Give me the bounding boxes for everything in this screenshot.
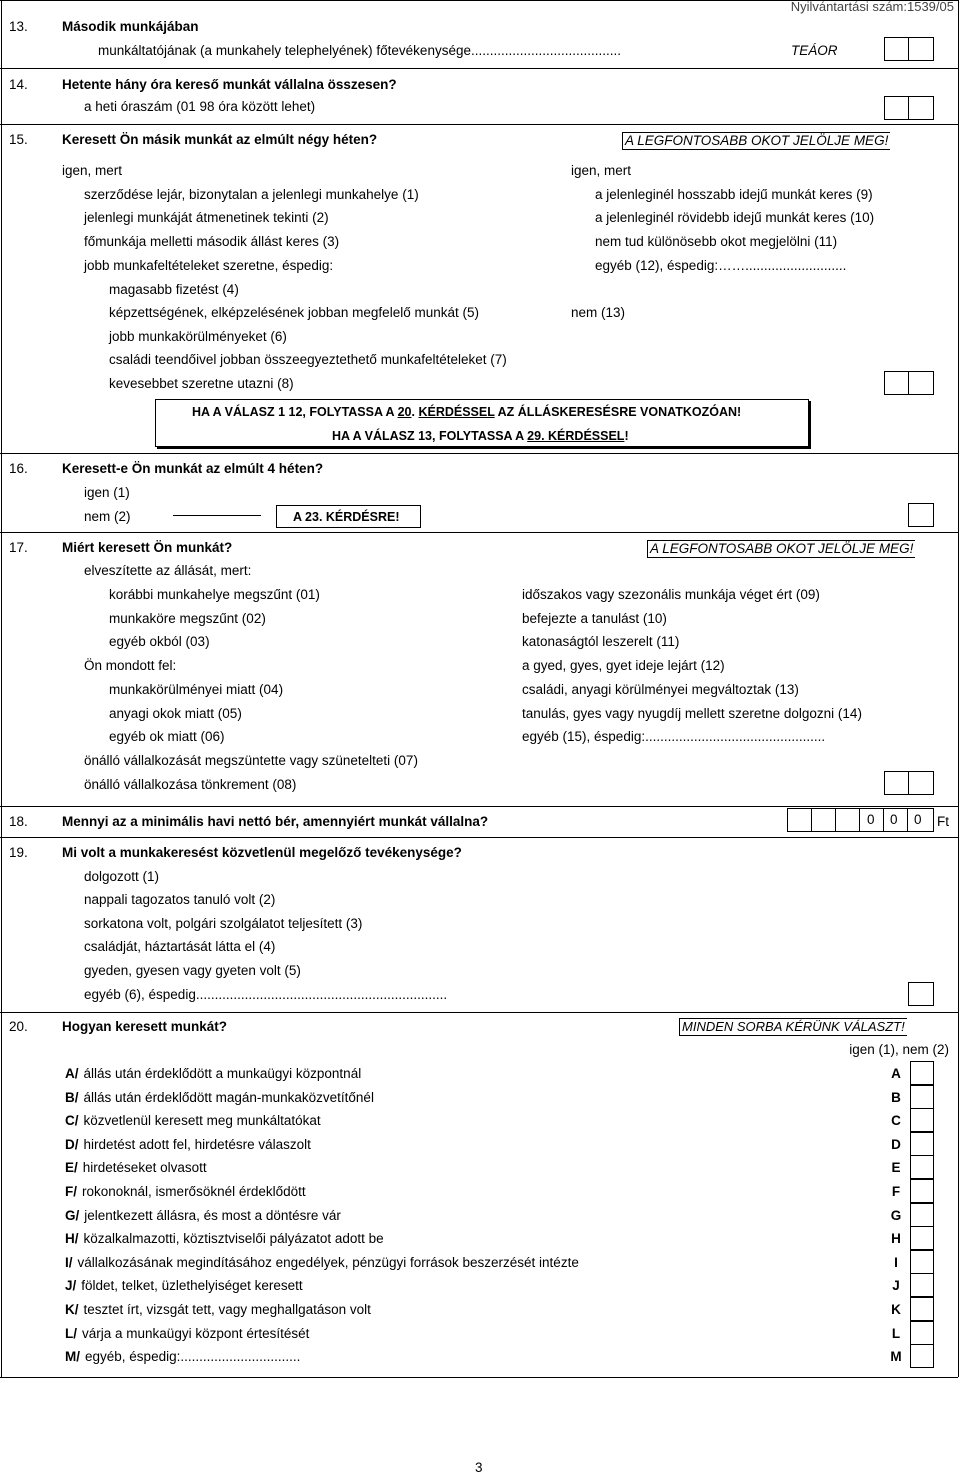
- q15-option-9[interactable]: a jelenleginél hosszabb idejű munkát keres (9): [595, 187, 873, 202]
- q15-option-4[interactable]: magasabb fizetést (4): [109, 282, 239, 297]
- q17-option-10[interactable]: befejezte a tanulást (10): [522, 611, 667, 626]
- q17-title: Miért keresett Ön munkát?: [62, 540, 233, 555]
- divider-14-15: [0, 124, 958, 125]
- q20-row-answer-box[interactable]: [910, 1179, 934, 1203]
- q20-row-label: I/ vállalkozásának megindításához engedélyek, pénzügyi források beszerzését intézte: [65, 1255, 579, 1270]
- q19-answer-box[interactable]: [908, 982, 934, 1006]
- q20-row-answer-box[interactable]: [910, 1297, 934, 1321]
- q17-option-05[interactable]: anyagi okok miatt (05): [109, 706, 242, 721]
- q13-answer-box[interactable]: [884, 37, 934, 61]
- q16-arrow-line: [173, 515, 261, 516]
- q18-digit-3: 0: [914, 812, 922, 827]
- q16-jump-label: A 23. KÉRDÉSRE!: [293, 510, 400, 524]
- q15-option-6[interactable]: jobb munkakörülményeket (6): [109, 329, 287, 344]
- frame-bottom-border: [0, 1377, 958, 1378]
- q17-option-03[interactable]: egyéb okból (03): [109, 634, 210, 649]
- q17-option-06[interactable]: egyéb ok miatt (06): [109, 729, 225, 744]
- q18-digit-1: 0: [867, 812, 875, 827]
- q17-instruction: A LEGFONTOSABB OKOT JELÖLJE MEG!: [647, 540, 915, 558]
- frame-left-border: [1, 0, 2, 1377]
- q14-title: Hetente hány óra kereső munkát vállalna összesen?: [62, 77, 397, 92]
- q20-legend: igen (1), nem (2): [849, 1042, 949, 1057]
- q20-row-letter: I: [894, 1255, 898, 1270]
- q18-number: 18.: [9, 814, 28, 829]
- q20-row-letter: A: [891, 1066, 901, 1081]
- q19-number: 19.: [9, 845, 28, 860]
- q19-option-1[interactable]: dolgozott (1): [84, 869, 160, 884]
- q20-row-answer-box[interactable]: [910, 1344, 934, 1368]
- q19-title: Mi volt a munkakeresést közvetlenül megelőző tevékenysége?: [62, 845, 462, 860]
- q16-option-no[interactable]: nem (2): [84, 509, 131, 524]
- q20-row-label: A/ állás után érdeklődött a munkaügyi központnál: [65, 1066, 362, 1081]
- page-number: 3: [475, 1460, 483, 1475]
- q20-row-answer-box[interactable]: [910, 1273, 934, 1297]
- q20-row-answer-box[interactable]: [910, 1155, 934, 1179]
- divider-19-20: [0, 1012, 958, 1013]
- q20-row-label: K/ tesztet írt, vizsgát tett, vagy meghallgatáson volt: [65, 1302, 371, 1317]
- q20-number: 20.: [9, 1019, 28, 1034]
- q19-option-5[interactable]: gyeden, gyesen vagy gyeten volt (5): [84, 963, 301, 978]
- q17-option-04[interactable]: munkakörülményei miatt (04): [109, 682, 284, 697]
- q17-option-08[interactable]: önálló vállalkozása tönkrement (08): [84, 777, 297, 792]
- q17-option-13[interactable]: családi, anyagi körülményei megváltoztak (13): [522, 682, 799, 697]
- q20-row-label: J/ földet, telket, üzlethelyiséget keresett: [65, 1278, 303, 1293]
- q13-title: Második munkájában: [62, 19, 199, 34]
- q20-row-label: L/ várja a munkaügyi központ értesítését: [65, 1326, 310, 1341]
- q20-row-letter: H: [891, 1231, 901, 1246]
- q15-left-head: igen, mert: [62, 163, 123, 178]
- q15-option-2[interactable]: jelenlegi munkáját átmenetinek tekinti (2): [84, 210, 329, 225]
- q16-answer-box[interactable]: [908, 503, 934, 527]
- q20-title: Hogyan keresett munkát?: [62, 1019, 228, 1034]
- q13-line: munkáltatójának (a munkahely telephelyének) főtevékenysége........................................: [98, 43, 622, 58]
- q15-right-head: igen, mert: [571, 163, 632, 178]
- q14-number: 14.: [9, 77, 28, 92]
- q20-row-answer-box[interactable]: [910, 1132, 934, 1156]
- q15-option-5[interactable]: képzettségének, elképzelésének jobban megfelelő munkát (5): [109, 305, 479, 320]
- q17-option-01[interactable]: korábbi munkahelye megszűnt (01): [109, 587, 320, 602]
- divider-18-19: [0, 837, 958, 838]
- q14-answer-box[interactable]: [884, 96, 934, 120]
- q15-option-8[interactable]: kevesebbet szeretne utazni (8): [109, 376, 294, 391]
- q20-row-letter: D: [891, 1137, 901, 1152]
- q19-option-3[interactable]: sorkatona volt, polgári szolgálatot teljesített (3): [84, 916, 363, 931]
- q15-routing-line-1: HA A VÁLASZ 1 12, FOLYTASSA A 20. KÉRDÉSSEL AZ ÁLLÁSKERESÉSRE VONATKOZÓAN!: [192, 405, 742, 419]
- q17-answer-box[interactable]: [884, 771, 934, 795]
- q19-option-4[interactable]: családját, háztartását látta el (4): [84, 939, 276, 954]
- divider-16-17: [0, 532, 958, 533]
- q17-option-02[interactable]: munkaköre megszűnt (02): [109, 611, 266, 626]
- q20-instruction: MINDEN SORBA KÉRÜNK VÁLASZT!: [679, 1018, 907, 1036]
- q20-row-letter: C: [891, 1113, 901, 1128]
- q15-routing-line-2: HA A VÁLASZ 13, FOLYTASSA A 29. KÉRDÉSSEL!: [332, 429, 629, 443]
- q20-row-answer-box[interactable]: [910, 1061, 934, 1085]
- q15-answer-box[interactable]: [884, 371, 934, 395]
- q20-row-letter: K: [891, 1302, 901, 1317]
- q15-option-1[interactable]: szerződése lejár, bizonytalan a jelenlegi munkahelye (1): [84, 187, 419, 202]
- q19-option-6[interactable]: egyéb (6), éspedig...................................................................: [84, 987, 448, 1002]
- q17-option-15[interactable]: egyéb (15), éspedig:................................................: [522, 729, 826, 744]
- q17-option-11[interactable]: katonaságtól leszerelt (11): [522, 634, 680, 649]
- q20-row-letter: G: [890, 1208, 902, 1223]
- q20-row-label: M/ egyéb, éspedig:................................: [65, 1349, 301, 1364]
- q15-routing-note: [155, 399, 809, 447]
- q16-title: Keresett-e Ön munkát az elmúlt 4 héten?: [62, 461, 324, 476]
- q15-option-7[interactable]: családi teendőivel jobban összeegyeztethető munkafeltételeket (7): [109, 352, 507, 367]
- q20-row-answer-box[interactable]: [910, 1321, 934, 1345]
- registry-number: Nyilvántartási szám:1539/05: [790, 0, 954, 14]
- q17-option-12[interactable]: a gyed, gyes, gyet ideje lejárt (12): [522, 658, 725, 673]
- q15-option-11[interactable]: nem tud különösebb okot megjelölni (11): [595, 234, 838, 249]
- q20-row-letter: E: [891, 1160, 901, 1175]
- q17-option-09[interactable]: időszakos vagy szezonális munkája véget ért (09): [522, 587, 820, 602]
- q20-row-label: F/ rokonoknál, ismerősöknél érdeklődött: [65, 1184, 306, 1199]
- q15-option-12[interactable]: egyéb (12), éspedig:……...........................: [595, 258, 847, 273]
- q20-row-letter: B: [891, 1090, 901, 1105]
- q20-row-label: G/ jelentkezett állásra, és most a döntésre vár: [65, 1208, 341, 1223]
- q17-quit-head: Ön mondott fel:: [84, 658, 177, 673]
- q20-row-letter: J: [892, 1278, 900, 1293]
- frame-right-border: [958, 0, 959, 1377]
- q16-option-yes[interactable]: igen (1): [84, 485, 130, 500]
- q14-subtitle: a heti óraszám (01 98 óra között lehet): [84, 99, 316, 114]
- q20-row-label: B/ állás után érdeklődött magán-munkaközvetítőnél: [65, 1090, 374, 1105]
- q19-option-2[interactable]: nappali tagozatos tanuló volt (2): [84, 892, 276, 907]
- q20-row-letter: F: [891, 1184, 901, 1199]
- q20-row-answer-box[interactable]: [910, 1203, 934, 1227]
- q20-row-letter: M: [890, 1349, 902, 1364]
- q18-wage-input[interactable]: [787, 808, 934, 832]
- q15-option-10[interactable]: a jelenleginél rövidebb idejű munkát keres (10): [595, 210, 875, 225]
- q13-code-label: TEÁOR: [791, 43, 838, 58]
- q20-row-answer-box[interactable]: [910, 1085, 934, 1109]
- q20-row-label: H/ közalkalmazotti, köztisztviselői pályázatot adott be: [65, 1231, 384, 1246]
- q17-number: 17.: [9, 540, 28, 555]
- q20-row-answer-box[interactable]: [910, 1108, 934, 1132]
- q20-row-label: E/ hirdetéseket olvasott: [65, 1160, 207, 1175]
- q20-row-label: C/ közvetlenül keresett meg munkáltatókat: [65, 1113, 321, 1128]
- q20-row-answer-box[interactable]: [910, 1250, 934, 1274]
- q20-row-letter: L: [891, 1326, 901, 1341]
- divider-13-14: [0, 68, 958, 69]
- q17-option-14[interactable]: tanulás, gyes vagy nyugdíj mellett szeretne dolgozni (14): [522, 706, 862, 721]
- q20-row-answer-box[interactable]: [910, 1226, 934, 1250]
- divider-17-18: [0, 806, 958, 807]
- q16-jump-box: [276, 505, 421, 528]
- q20-row-label: D/ hirdetést adott fel, hirdetésre válaszolt: [65, 1137, 311, 1152]
- q15-option-3[interactable]: főmunkája melletti második állást keres (3): [84, 234, 340, 249]
- q18-title: Mennyi az a minimális havi nettó bér, amennyiért munkát vállalna?: [62, 814, 489, 829]
- q15-instruction: A LEGFONTOSABB OKOT JELÖLJE MEG!: [622, 132, 890, 150]
- q16-number: 16.: [9, 461, 28, 476]
- q17-option-07[interactable]: önálló vállalkozását megszüntette vagy szünetelteti (07): [84, 753, 418, 768]
- q18-digit-2: 0: [890, 812, 898, 827]
- q17-lost-head: elveszítette az állását, mert:: [84, 563, 252, 578]
- divider-15-16: [0, 453, 958, 454]
- q15-title: Keresett Ön másik munkát az elmúlt négy héten?: [62, 132, 378, 147]
- q13-number: 13.: [9, 19, 28, 34]
- q15-number: 15.: [9, 132, 28, 147]
- q15-option-13[interactable]: nem (13): [571, 305, 626, 320]
- q18-unit: Ft: [937, 814, 949, 829]
- q15-option-better-conditions: jobb munkafeltételeket szeretne, éspedig:: [84, 258, 334, 273]
